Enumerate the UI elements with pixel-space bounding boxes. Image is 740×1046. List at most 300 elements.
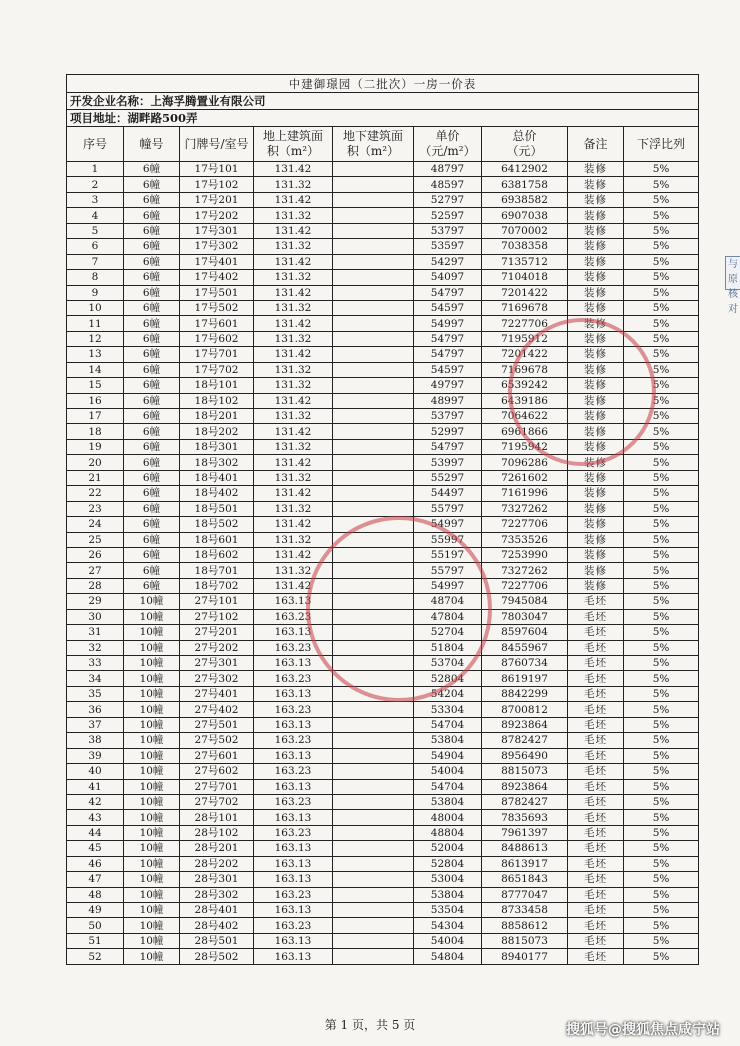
table-cell: 25: [67, 532, 124, 547]
table-cell: [333, 393, 414, 408]
table-cell: 8815073: [482, 764, 568, 779]
table-cell: 18号702: [180, 578, 254, 593]
table-row: [67, 177, 699, 192]
table-row: [67, 748, 699, 763]
table-cell: 18号202: [180, 424, 254, 439]
table-cell: 8923864: [482, 717, 568, 732]
table-row: [67, 192, 699, 207]
table-cell: [333, 424, 414, 439]
table-cell: 8760734: [482, 656, 568, 671]
table-row: [67, 517, 699, 532]
table-cell: [333, 578, 414, 593]
table-cell: 装修: [568, 208, 624, 223]
table-cell: 52997: [414, 424, 482, 439]
table-cell: 163.13: [254, 717, 333, 732]
table-cell: 5%: [624, 300, 699, 315]
column-header: 门牌号/室号: [180, 127, 254, 162]
table-cell: 8733458: [482, 903, 568, 918]
table-cell: 7104018: [482, 270, 568, 285]
table-cell: 54097: [414, 270, 482, 285]
table-cell: 18号602: [180, 547, 254, 562]
table-cell: 6幢: [124, 254, 180, 269]
table-cell: [333, 825, 414, 840]
table-cell: 5%: [624, 362, 699, 377]
table-cell: 10幢: [124, 609, 180, 624]
column-header: 下浮比列: [624, 127, 699, 162]
table-cell: 5%: [624, 702, 699, 717]
table-cell: 28: [67, 578, 124, 593]
table-cell: 10幢: [124, 794, 180, 809]
table-cell: 163.23: [254, 887, 333, 902]
table-cell: 13: [67, 347, 124, 362]
table-cell: 54797: [414, 285, 482, 300]
table-cell: 7327262: [482, 563, 568, 578]
table-cell: 5%: [624, 563, 699, 578]
table-cell: 装修: [568, 223, 624, 238]
table-cell: 131.32: [254, 409, 333, 424]
table-cell: 6幢: [124, 177, 180, 192]
table-row: [67, 656, 699, 671]
table-cell: 5%: [624, 239, 699, 254]
table-cell: 装修: [568, 563, 624, 578]
table-cell: 毛坯: [568, 779, 624, 794]
table-cell: 45: [67, 841, 124, 856]
table-cell: 32: [67, 640, 124, 655]
table-row: [67, 856, 699, 871]
table-cell: [333, 239, 414, 254]
table-cell: 6幢: [124, 439, 180, 454]
table-cell: 6幢: [124, 486, 180, 501]
table-cell: 装修: [568, 285, 624, 300]
table-cell: 6938582: [482, 192, 568, 207]
table-cell: 6幢: [124, 347, 180, 362]
table-cell: 8488613: [482, 841, 568, 856]
table-cell: 54304: [414, 918, 482, 933]
table-cell: 8700812: [482, 702, 568, 717]
table-cell: 163.13: [254, 625, 333, 640]
table-cell: 30: [67, 609, 124, 624]
table-cell: 5%: [624, 547, 699, 562]
table-cell: 装修: [568, 347, 624, 362]
table-cell: 6: [67, 239, 124, 254]
table-cell: 10幢: [124, 640, 180, 655]
table-cell: 163.23: [254, 671, 333, 686]
table-cell: 7169678: [482, 362, 568, 377]
table-cell: 28号502: [180, 949, 254, 964]
table-cell: 17号702: [180, 362, 254, 377]
table-cell: [333, 547, 414, 562]
table-cell: 53304: [414, 702, 482, 717]
table-cell: [333, 486, 414, 501]
table-cell: [333, 223, 414, 238]
table-row: [67, 316, 699, 331]
table-cell: 36: [67, 702, 124, 717]
table-cell: 5%: [624, 378, 699, 393]
table-cell: [333, 300, 414, 315]
table-cell: 装修: [568, 300, 624, 315]
table-cell: 装修: [568, 254, 624, 269]
table-row: [67, 810, 699, 825]
table-cell: 52004: [414, 841, 482, 856]
table-cell: 6幢: [124, 455, 180, 470]
table-row: [67, 918, 699, 933]
table-cell: 5%: [624, 532, 699, 547]
table-cell: 7195942: [482, 439, 568, 454]
table-cell: 20: [67, 455, 124, 470]
table-cell: 10幢: [124, 733, 180, 748]
verification-edge-stamp: 与原 核对: [725, 256, 740, 290]
table-cell: 18号302: [180, 455, 254, 470]
table-cell: 5%: [624, 856, 699, 871]
column-header-row: [67, 127, 699, 162]
table-cell: 10幢: [124, 825, 180, 840]
table-cell: 17: [67, 409, 124, 424]
table-cell: 163.13: [254, 933, 333, 948]
table-cell: 163.23: [254, 733, 333, 748]
table-cell: 27号402: [180, 702, 254, 717]
source-watermark: 搜狐号@搜狐焦点咸宁站: [566, 1022, 720, 1038]
table-row: [67, 470, 699, 485]
table-cell: 26: [67, 547, 124, 562]
table-cell: 53804: [414, 794, 482, 809]
table-cell: 17号101: [180, 162, 254, 177]
table-cell: 毛坯: [568, 733, 624, 748]
table-cell: 10幢: [124, 933, 180, 948]
table-cell: 5%: [624, 640, 699, 655]
table-row: [67, 239, 699, 254]
table-cell: 5%: [624, 223, 699, 238]
table-cell: 54904: [414, 748, 482, 763]
table-cell: 7253990: [482, 547, 568, 562]
table-cell: 28号302: [180, 887, 254, 902]
table-cell: 18号501: [180, 501, 254, 516]
table-row: [67, 563, 699, 578]
table-cell: 7261602: [482, 470, 568, 485]
table-cell: 54004: [414, 764, 482, 779]
table-cell: 53797: [414, 223, 482, 238]
table-cell: 21: [67, 470, 124, 485]
table-row: [67, 825, 699, 840]
table-cell: [333, 409, 414, 424]
table-cell: 10幢: [124, 872, 180, 887]
table-cell: [333, 439, 414, 454]
table-cell: 装修: [568, 270, 624, 285]
table-cell: 5%: [624, 825, 699, 840]
table-cell: 5%: [624, 254, 699, 269]
table-cell: 5%: [624, 270, 699, 285]
table-cell: 52: [67, 949, 124, 964]
table-cell: [333, 933, 414, 948]
table-cell: 131.32: [254, 470, 333, 485]
table-cell: 6幢: [124, 532, 180, 547]
table-cell: 6539242: [482, 378, 568, 393]
table-cell: [333, 887, 414, 902]
table-cell: 42: [67, 794, 124, 809]
table-cell: 5%: [624, 903, 699, 918]
table-cell: 9: [67, 285, 124, 300]
table-cell: 装修: [568, 162, 624, 177]
table-cell: 10幢: [124, 856, 180, 871]
table-cell: 5%: [624, 841, 699, 856]
table-cell: [333, 455, 414, 470]
table-row: [67, 424, 699, 439]
table-cell: 5%: [624, 764, 699, 779]
table-cell: 8842299: [482, 686, 568, 701]
table-cell: 53704: [414, 656, 482, 671]
table-cell: 163.23: [254, 764, 333, 779]
table-cell: 163.13: [254, 872, 333, 887]
table-cell: 5%: [624, 625, 699, 640]
table-row: [67, 409, 699, 424]
table-row: [67, 270, 699, 285]
table-cell: 131.42: [254, 192, 333, 207]
table-cell: [333, 949, 414, 964]
table-cell: 27号301: [180, 656, 254, 671]
table-cell: 163.13: [254, 656, 333, 671]
table-cell: 6381758: [482, 177, 568, 192]
table-cell: 53804: [414, 887, 482, 902]
table-cell: 17号701: [180, 347, 254, 362]
table-cell: 5%: [624, 455, 699, 470]
table-cell: 27号102: [180, 609, 254, 624]
table-cell: 10幢: [124, 887, 180, 902]
table-row: [67, 872, 699, 887]
table-cell: 28号102: [180, 825, 254, 840]
table-cell: 12: [67, 331, 124, 346]
table-cell: 131.32: [254, 239, 333, 254]
page-number: 第 1 页，共 5 页: [324, 1018, 416, 1032]
table-cell: 5%: [624, 578, 699, 593]
table-cell: 5%: [624, 748, 699, 763]
table-cell: 7945084: [482, 594, 568, 609]
table-row: [67, 285, 699, 300]
table-row: [67, 162, 699, 177]
table-cell: 8619197: [482, 671, 568, 686]
table-row: [67, 331, 699, 346]
table-row: [67, 640, 699, 655]
table-cell: 5%: [624, 162, 699, 177]
table-cell: 131.32: [254, 378, 333, 393]
table-cell: [333, 378, 414, 393]
table-cell: 55797: [414, 501, 482, 516]
table-cell: 17号401: [180, 254, 254, 269]
table-cell: 7327262: [482, 501, 568, 516]
table-cell: 54704: [414, 779, 482, 794]
table-cell: 7195912: [482, 331, 568, 346]
table-cell: 5%: [624, 810, 699, 825]
table-cell: 131.32: [254, 532, 333, 547]
table-cell: 6412902: [482, 162, 568, 177]
table-cell: 131.42: [254, 424, 333, 439]
table-cell: 8613917: [482, 856, 568, 871]
table-cell: 毛坯: [568, 825, 624, 840]
table-cell: 131.32: [254, 270, 333, 285]
table-cell: 163.23: [254, 825, 333, 840]
table-cell: 15: [67, 378, 124, 393]
table-cell: 52804: [414, 671, 482, 686]
column-header: 幢号: [124, 127, 180, 162]
table-cell: 131.42: [254, 223, 333, 238]
table-cell: 131.42: [254, 285, 333, 300]
table-cell: [333, 470, 414, 485]
table-row: [67, 486, 699, 501]
table-cell: 46: [67, 856, 124, 871]
table-cell: [333, 609, 414, 624]
table-cell: 163.13: [254, 810, 333, 825]
table-cell: [333, 594, 414, 609]
table-cell: 5%: [624, 177, 699, 192]
table-row: [67, 609, 699, 624]
table-cell: 3: [67, 192, 124, 207]
table-cell: 28号401: [180, 903, 254, 918]
table-cell: 50: [67, 918, 124, 933]
table-cell: 6幢: [124, 285, 180, 300]
table-cell: 毛坯: [568, 856, 624, 871]
table-cell: 17号201: [180, 192, 254, 207]
table-row: [67, 949, 699, 964]
table-cell: 7038358: [482, 239, 568, 254]
table-cell: 5%: [624, 517, 699, 532]
table-cell: [333, 208, 414, 223]
table-cell: 18号102: [180, 393, 254, 408]
table-cell: 7201422: [482, 285, 568, 300]
table-row: [67, 208, 699, 223]
table-cell: 17号602: [180, 331, 254, 346]
table-cell: 5%: [624, 393, 699, 408]
table-cell: 131.32: [254, 331, 333, 346]
table-cell: 131.32: [254, 362, 333, 377]
table-cell: 27号502: [180, 733, 254, 748]
table-cell: 19: [67, 439, 124, 454]
table-cell: 163.23: [254, 609, 333, 624]
table-cell: [333, 162, 414, 177]
table-cell: 52704: [414, 625, 482, 640]
table-cell: 5%: [624, 208, 699, 223]
table-cell: 装修: [568, 455, 624, 470]
table-cell: [333, 671, 414, 686]
table-cell: 10: [67, 300, 124, 315]
table-cell: 37: [67, 717, 124, 732]
table-cell: [333, 702, 414, 717]
table-cell: 装修: [568, 331, 624, 346]
table-cell: 27号401: [180, 686, 254, 701]
table-cell: 54997: [414, 578, 482, 593]
table-row: [67, 841, 699, 856]
table-cell: 8455967: [482, 640, 568, 655]
table-cell: 18号402: [180, 486, 254, 501]
table-cell: 5%: [624, 717, 699, 732]
table-cell: 5%: [624, 470, 699, 485]
table-cell: 131.32: [254, 177, 333, 192]
table-cell: 131.42: [254, 578, 333, 593]
table-cell: 装修: [568, 532, 624, 547]
table-cell: 17号501: [180, 285, 254, 300]
table-cell: 5%: [624, 439, 699, 454]
table-cell: 6幢: [124, 362, 180, 377]
table-cell: 5: [67, 223, 124, 238]
table-row: [67, 717, 699, 732]
table-cell: 27号702: [180, 794, 254, 809]
table-cell: 17号302: [180, 239, 254, 254]
table-body: [67, 162, 699, 965]
table-cell: 6幢: [124, 162, 180, 177]
table-cell: 毛坯: [568, 594, 624, 609]
table-cell: 18号301: [180, 439, 254, 454]
table-cell: 131.42: [254, 254, 333, 269]
table-cell: 10幢: [124, 748, 180, 763]
table-cell: 52797: [414, 192, 482, 207]
table-cell: 6幢: [124, 578, 180, 593]
table-cell: 装修: [568, 424, 624, 439]
column-header: 备注: [568, 127, 624, 162]
table-cell: 5%: [624, 347, 699, 362]
table-cell: 51804: [414, 640, 482, 655]
table-cell: 27号501: [180, 717, 254, 732]
table-cell: [333, 501, 414, 516]
table-cell: 54997: [414, 316, 482, 331]
table-cell: 49: [67, 903, 124, 918]
table-cell: [333, 918, 414, 933]
table-cell: 5%: [624, 733, 699, 748]
table-row: [67, 532, 699, 547]
table-cell: 7227706: [482, 578, 568, 593]
table-cell: 6幢: [124, 300, 180, 315]
table-cell: 49797: [414, 378, 482, 393]
table-cell: [333, 640, 414, 655]
table-cell: 48597: [414, 177, 482, 192]
table-cell: [333, 856, 414, 871]
table-cell: 毛坯: [568, 933, 624, 948]
table-cell: 163.13: [254, 903, 333, 918]
table-cell: 5%: [624, 887, 699, 902]
table-cell: 7: [67, 254, 124, 269]
table-cell: 24: [67, 517, 124, 532]
table-cell: 10幢: [124, 841, 180, 856]
table-cell: 装修: [568, 517, 624, 532]
table-cell: [333, 686, 414, 701]
table-cell: 8956490: [482, 748, 568, 763]
table-cell: 41: [67, 779, 124, 794]
table-cell: 6961866: [482, 424, 568, 439]
table-cell: 27号302: [180, 671, 254, 686]
table-cell: 54497: [414, 486, 482, 501]
table-cell: 6幢: [124, 316, 180, 331]
table-cell: 毛坯: [568, 810, 624, 825]
table-row: [67, 578, 699, 593]
table-cell: 装修: [568, 378, 624, 393]
table-cell: 毛坯: [568, 717, 624, 732]
table-cell: 18号401: [180, 470, 254, 485]
table-cell: 7070002: [482, 223, 568, 238]
table-cell: 6幢: [124, 517, 180, 532]
table-row: [67, 594, 699, 609]
table-cell: 23: [67, 501, 124, 516]
table-cell: 35: [67, 686, 124, 701]
table-cell: 6幢: [124, 270, 180, 285]
table-row: [67, 764, 699, 779]
table-cell: [333, 362, 414, 377]
table-cell: 131.42: [254, 316, 333, 331]
table-cell: 7201422: [482, 347, 568, 362]
table-cell: 5%: [624, 779, 699, 794]
table-cell: [333, 254, 414, 269]
table-row: [67, 254, 699, 269]
column-header: 地下建筑面 积（m²）: [333, 127, 414, 162]
table-row: [67, 347, 699, 362]
table-cell: 毛坯: [568, 872, 624, 887]
table-cell: 7835693: [482, 810, 568, 825]
table-cell: [333, 764, 414, 779]
